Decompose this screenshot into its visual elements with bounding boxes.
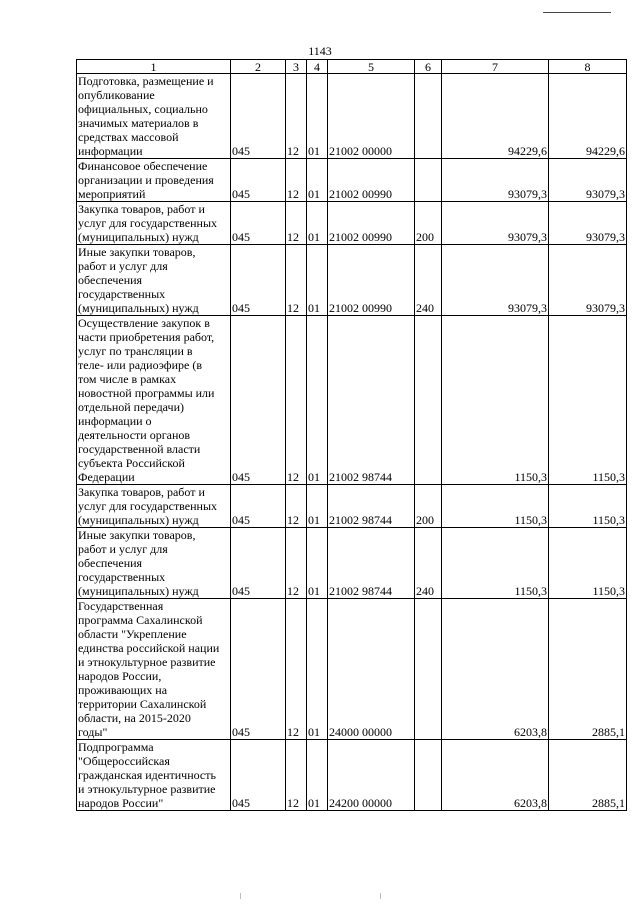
row-name-line: Иные закупки товаров, <box>78 528 196 542</box>
header-cell: 1 <box>77 60 231 74</box>
target-code-cell: 24200 00000 <box>328 740 415 811</box>
sum-year1-cell: 94229,6 <box>442 74 549 159</box>
sum-year1-cell: 1150,3 <box>442 485 549 528</box>
row-name-line: Закупка товаров, работ и <box>78 202 205 216</box>
table-row <box>77 528 627 599</box>
header-cell: 4 <box>307 60 328 74</box>
expense-type-cell <box>415 74 442 159</box>
sum-year2-cell: 1150,3 <box>549 316 627 485</box>
ministry-cell: 045 <box>231 528 286 599</box>
target-code-cell: 21002 00990 <box>328 159 415 202</box>
row-name-cell <box>77 485 231 528</box>
row-name-line: проживающих на <box>78 683 168 697</box>
row-name-line: мероприятий <box>78 187 146 201</box>
header-row <box>77 60 627 74</box>
scan-mark <box>380 893 381 899</box>
budget-table <box>76 59 627 811</box>
table-row <box>77 599 627 740</box>
section-cell: 12 <box>286 316 307 485</box>
top-rule <box>543 12 611 13</box>
header-cell: 6 <box>415 60 442 74</box>
row-name-line: услуг для государственных <box>78 216 218 230</box>
header-cell: 3 <box>286 60 307 74</box>
target-code-cell: 24000 00000 <box>328 599 415 740</box>
table-row <box>77 159 627 202</box>
row-name-cell <box>77 740 231 811</box>
row-name-line: Закупка товаров, работ и <box>78 485 205 499</box>
row-name-cell <box>77 245 231 316</box>
row-name-line: годы" <box>78 725 108 739</box>
row-name-line: государственных <box>78 570 166 584</box>
row-name-line: Финансовое обеспечение <box>78 159 208 173</box>
page-number: 1143 <box>308 44 332 58</box>
row-name-cell <box>77 202 231 245</box>
subsection-cell: 01 <box>307 599 328 740</box>
header-cell: 5 <box>328 60 415 74</box>
sum-year1-cell: 93079,3 <box>442 159 549 202</box>
sum-year2-cell: 93079,3 <box>549 245 627 316</box>
row-name-line: том числе в рамках <box>78 372 177 386</box>
row-name-line: деятельности органов <box>78 428 191 442</box>
row-name-line: информации о <box>78 414 152 428</box>
sum-year2-cell: 1150,3 <box>549 528 627 599</box>
row-name-line: области "Укрепление <box>78 627 187 641</box>
sum-year1-cell: 6203,8 <box>442 740 549 811</box>
row-name-line: и этнокультурное развитие <box>78 782 216 796</box>
row-name-line: опубликование <box>78 88 155 102</box>
expense-type-cell <box>415 599 442 740</box>
subsection-cell: 01 <box>307 528 328 599</box>
row-name-line: услуг по трансляции в <box>78 344 193 358</box>
row-name-line: единства российской нации <box>78 641 220 655</box>
subsection-cell: 01 <box>307 316 328 485</box>
sum-year1-cell: 1150,3 <box>442 316 549 485</box>
sum-year2-cell: 93079,3 <box>549 202 627 245</box>
header-cell: 7 <box>442 60 549 74</box>
expense-type-cell: 200 <box>415 485 442 528</box>
row-name-line: субъекта Российской <box>78 456 185 470</box>
row-name-line: Государственная <box>78 599 164 613</box>
row-name-line: обеспечения <box>78 556 143 570</box>
row-name-line: (муниципальных) нужд <box>78 230 199 244</box>
ministry-cell: 045 <box>231 202 286 245</box>
sum-year1-cell: 1150,3 <box>442 528 549 599</box>
section-cell: 12 <box>286 159 307 202</box>
section-cell: 12 <box>286 245 307 316</box>
subsection-cell: 01 <box>307 740 328 811</box>
expense-type-cell <box>415 740 442 811</box>
row-name-line: народов России" <box>78 796 164 810</box>
header-cell: 2 <box>231 60 286 74</box>
expense-type-cell <box>415 159 442 202</box>
table-row <box>77 74 627 159</box>
table-row <box>77 485 627 528</box>
sum-year2-cell: 93079,3 <box>549 159 627 202</box>
subsection-cell: 01 <box>307 74 328 159</box>
subsection-cell: 01 <box>307 245 328 316</box>
row-name-line: Подпрограмма <box>78 740 154 754</box>
row-name-line: части приобретения работ, <box>78 330 215 344</box>
row-name-cell <box>77 528 231 599</box>
row-name-line: значимых материалов в <box>78 116 199 130</box>
ministry-cell: 045 <box>231 74 286 159</box>
target-code-cell: 21002 00990 <box>328 202 415 245</box>
row-name-line: "Общероссийская <box>78 754 170 768</box>
sum-year2-cell: 1150,3 <box>549 485 627 528</box>
section-cell: 12 <box>286 74 307 159</box>
row-name-line: новостной программы или <box>78 386 215 400</box>
row-name-line: территории Сахалинской <box>78 697 207 711</box>
row-name-line: государственной власти <box>78 442 201 456</box>
row-name-cell <box>77 74 231 159</box>
sum-year1-cell: 93079,3 <box>442 245 549 316</box>
row-name-line: Подготовка, размещение и <box>78 74 214 88</box>
table-row <box>77 316 627 485</box>
ministry-cell: 045 <box>231 159 286 202</box>
row-name-line: (муниципальных) нужд <box>78 584 199 598</box>
section-cell: 12 <box>286 485 307 528</box>
row-name-line: отдельной передачи) <box>78 400 184 414</box>
target-code-cell: 21002 00000 <box>328 74 415 159</box>
sum-year2-cell: 2885,1 <box>549 740 627 811</box>
section-cell: 12 <box>286 202 307 245</box>
row-name-line: работ и услуг для <box>78 259 168 273</box>
row-name-line: официальных, социально <box>78 102 208 116</box>
sum-year2-cell: 94229,6 <box>549 74 627 159</box>
expense-type-cell <box>415 316 442 485</box>
expense-type-cell: 200 <box>415 202 442 245</box>
row-name-line: области, на 2015-2020 <box>78 711 191 725</box>
row-name-line: Осуществление закупок в <box>78 316 210 330</box>
row-name-line: гражданская идентичность <box>78 768 216 782</box>
row-name-line: информации <box>78 144 143 158</box>
target-code-cell: 21002 98744 <box>328 485 415 528</box>
scan-mark <box>240 893 241 899</box>
row-name-line: Федерации <box>78 470 135 484</box>
expense-type-cell: 240 <box>415 528 442 599</box>
row-name-line: государственных <box>78 287 166 301</box>
row-name-cell <box>77 316 231 485</box>
row-name-line: услуг для государственных <box>78 499 218 513</box>
section-cell: 12 <box>286 599 307 740</box>
sum-year1-cell: 93079,3 <box>442 202 549 245</box>
target-code-cell: 21002 00990 <box>328 245 415 316</box>
ministry-cell: 045 <box>231 316 286 485</box>
row-name-line: народов России, <box>78 669 162 683</box>
sum-year2-cell: 2885,1 <box>549 599 627 740</box>
subsection-cell: 01 <box>307 485 328 528</box>
subsection-cell: 01 <box>307 159 328 202</box>
ministry-cell: 045 <box>231 740 286 811</box>
header-cell: 8 <box>549 60 627 74</box>
row-name-line: обеспечения <box>78 273 143 287</box>
target-code-cell: 21002 98744 <box>328 316 415 485</box>
row-name-line: теле- или радиоэфире (в <box>78 358 202 372</box>
row-name-cell <box>77 599 231 740</box>
row-name-line: (муниципальных) нужд <box>78 301 199 315</box>
ministry-cell: 045 <box>231 599 286 740</box>
sum-year1-cell: 6203,8 <box>442 599 549 740</box>
row-name-line: и этнокультурное развитие <box>78 655 216 669</box>
table-row <box>77 202 627 245</box>
row-name-line: программа Сахалинской <box>78 613 203 627</box>
table-row <box>77 245 627 316</box>
table-row <box>77 740 627 811</box>
row-name-line: средствах массовой <box>78 130 179 144</box>
expense-type-cell: 240 <box>415 245 442 316</box>
section-cell: 12 <box>286 528 307 599</box>
subsection-cell: 01 <box>307 202 328 245</box>
section-cell: 12 <box>286 740 307 811</box>
row-name-cell <box>77 159 231 202</box>
row-name-line: Иные закупки товаров, <box>78 245 196 259</box>
target-code-cell: 21002 98744 <box>328 528 415 599</box>
row-name-line: работ и услуг для <box>78 542 168 556</box>
row-name-line: (муниципальных) нужд <box>78 513 199 527</box>
ministry-cell: 045 <box>231 245 286 316</box>
row-name-line: организации и проведения <box>78 173 214 187</box>
ministry-cell: 045 <box>231 485 286 528</box>
